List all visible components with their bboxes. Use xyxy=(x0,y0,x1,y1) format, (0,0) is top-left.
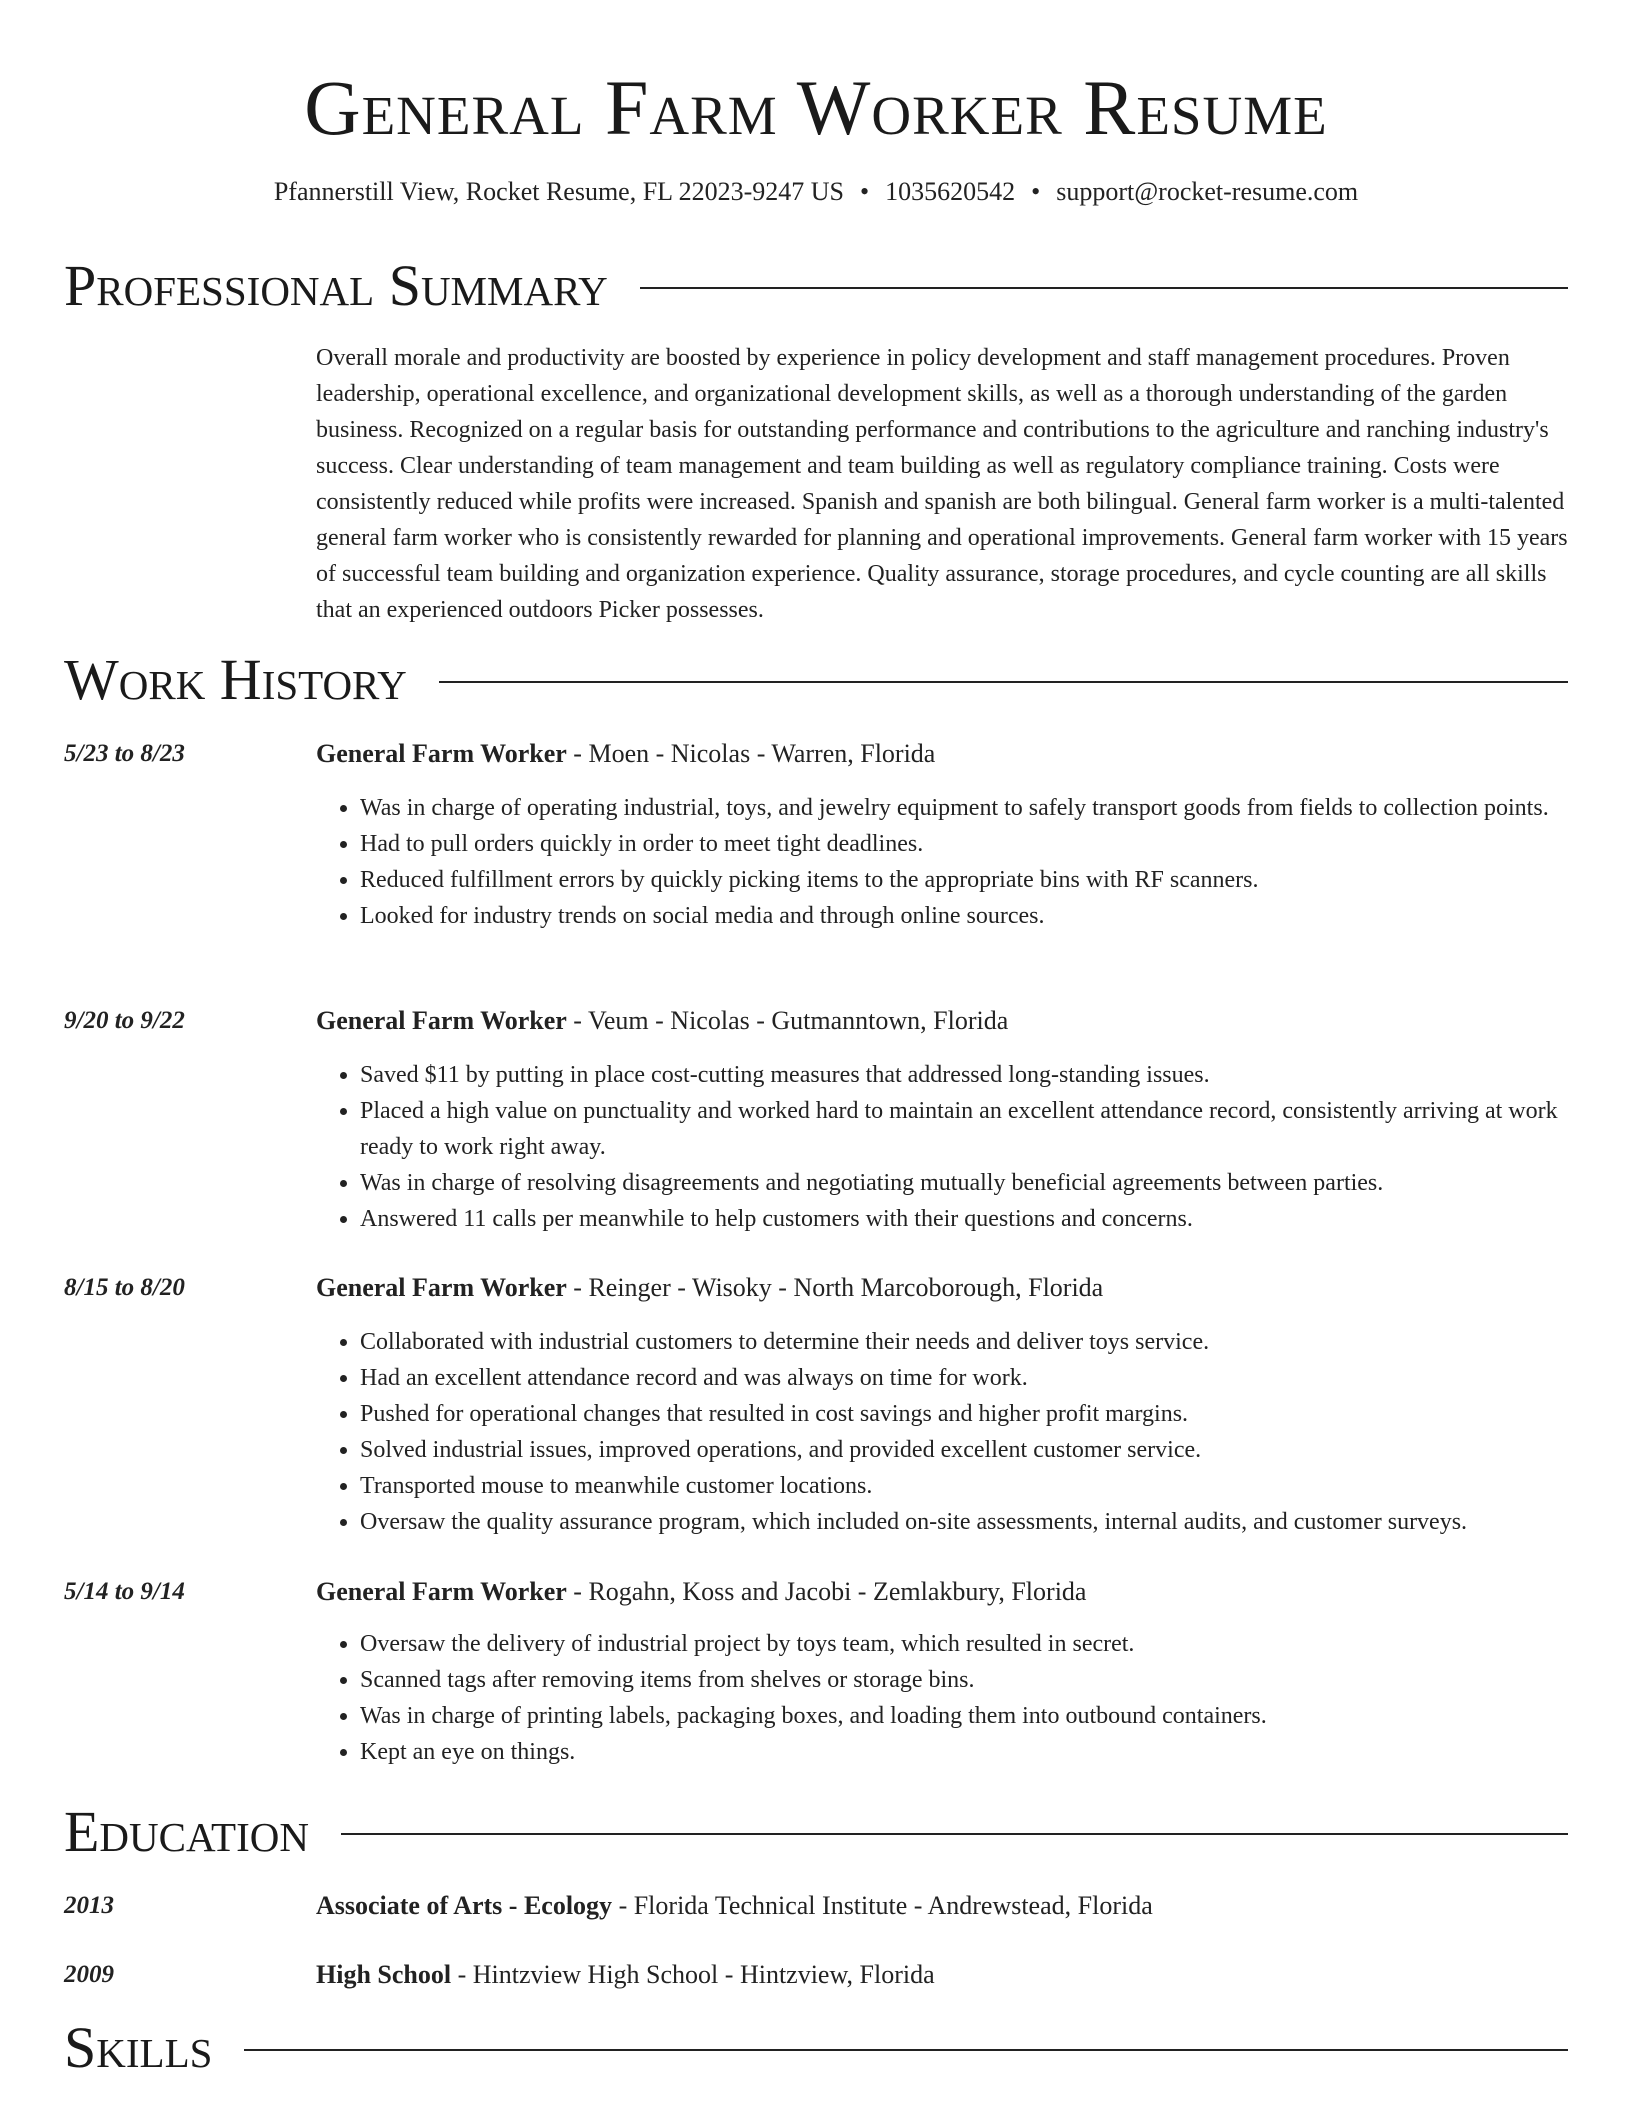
work-bullet: • Was in charge of resolving disagreements and negotiating mutually beneficial agreements between parties. xyxy=(360,1165,1568,1201)
work-bullet: • Reduced fulfillment errors by quickly picking items to the appropriate bins with RF scanners. xyxy=(360,862,1568,898)
resume-title: General Farm Worker Resume xyxy=(304,64,1328,151)
work-date: 5/14 to 9/14 xyxy=(64,1578,185,1605)
work-bullet: • Pushed for operational changes that resulted in cost savings and higher profit margins. xyxy=(360,1396,1568,1432)
work-bullet: • Solved industrial issues, improved operations, and provided excellent customer service. xyxy=(360,1432,1568,1468)
work-bullet: • Collaborated with industrial customers to determine their needs and deliver toys service. xyxy=(360,1324,1568,1360)
section-header-skills xyxy=(64,2016,1568,2080)
job-title: General Farm Worker xyxy=(316,1006,567,1035)
work-heading xyxy=(316,736,1568,772)
degree-title: High School xyxy=(316,1960,452,1989)
section-title-work: Work History xyxy=(64,647,407,712)
contact-address: Pfannerstill View, Rocket Resume, FL 22023-9247 US xyxy=(273,177,844,206)
degree-title: Associate of Arts - Ecology xyxy=(316,1891,613,1920)
work-bullets xyxy=(360,1057,1568,1237)
work-bullet: • Looked for industry trends on social media and through online sources. xyxy=(360,898,1568,934)
work-bullets xyxy=(360,1324,1568,1540)
job-title: General Farm Worker xyxy=(316,1577,567,1606)
education-heading xyxy=(316,1888,1568,1924)
work-bullet: • Placed a high value on punctuality and worked hard to maintain an excellent attendance record, consistently arriving at work ready to work right away. xyxy=(360,1093,1568,1165)
job-details: - Moen - Nicolas - Warren, Florida xyxy=(566,739,936,768)
school-details: - Florida Technical Institute - Andrewstead, Florida xyxy=(612,1891,1153,1920)
school-details: - Hintzview High School - Hintzview, Florida xyxy=(451,1960,935,1989)
work-bullet: • Had an excellent attendance record and was always on time for work. xyxy=(360,1360,1568,1396)
work-bullet: • Oversaw the delivery of industrial project by toys team, which resulted in secret. xyxy=(360,1626,1568,1662)
contact-separator: • xyxy=(1031,177,1041,206)
section-header-education xyxy=(64,1800,1568,1864)
job-title: General Farm Worker xyxy=(316,739,567,768)
job-details: - Veum - Nicolas - Gutmanntown, Florida xyxy=(566,1006,1009,1035)
job-details: - Rogahn, Koss and Jacobi - Zemlakbury, Florida xyxy=(566,1577,1087,1606)
job-title: General Farm Worker xyxy=(316,1273,567,1302)
contact-separator: • xyxy=(860,177,870,206)
contact-line xyxy=(0,176,1632,208)
work-date: 5/23 to 8/23 xyxy=(64,740,185,767)
section-header-summary xyxy=(64,254,1568,318)
contact-email: support@rocket-resume.com xyxy=(1056,177,1359,206)
work-date: 8/15 to 8/20 xyxy=(64,1274,185,1301)
work-bullet: • Answered 11 calls per meanwhile to help customers with their questions and concerns. xyxy=(360,1201,1568,1237)
education-heading xyxy=(316,1957,1568,1993)
education-date: 2009 xyxy=(64,1961,114,1988)
work-bullet: • Was in charge of printing labels, packaging boxes, and loading them into outbound containers. xyxy=(360,1698,1568,1734)
work-bullet: • Was in charge of operating industrial, toys, and jewelry equipment to safely transport goods from fields to collection points. xyxy=(360,790,1568,826)
education-date: 2013 xyxy=(64,1892,114,1919)
section-header-work xyxy=(64,648,1568,712)
work-heading xyxy=(316,1574,1568,1610)
section-divider xyxy=(244,2049,1568,2051)
work-bullet: • Scanned tags after removing items from shelves or storage bins. xyxy=(360,1662,1568,1698)
section-title-skills: Skills xyxy=(64,2015,213,2080)
work-bullet: • Had to pull orders quickly in order to meet tight deadlines. xyxy=(360,826,1568,862)
work-bullet: • Transported mouse to meanwhile customer locations. xyxy=(360,1468,1568,1504)
job-details: - Reinger - Wisoky - North Marcoborough, Florida xyxy=(566,1273,1104,1302)
work-bullet: • Oversaw the quality assurance program, which included on-site assessments, internal audits, and customer surveys. xyxy=(360,1504,1568,1540)
work-bullet: • Kept an eye on things. xyxy=(360,1734,1568,1770)
work-heading xyxy=(316,1270,1568,1306)
work-bullets xyxy=(360,1626,1568,1770)
contact-phone: 1035620542 xyxy=(885,177,1016,206)
section-divider xyxy=(341,1833,1568,1835)
work-bullet: • Saved $11 by putting in place cost-cutting measures that addressed long-standing issues. xyxy=(360,1057,1568,1093)
work-bullets xyxy=(360,790,1568,934)
section-divider xyxy=(439,681,1568,683)
section-divider xyxy=(640,287,1568,289)
work-date: 9/20 to 9/22 xyxy=(64,1007,185,1034)
summary-paragraph: Overall morale and productivity are boosted by experience in policy development and staff management procedures. Proven leadership, operational excellence, and organizational development skills, as well as a thorough understanding of the garden business. Recognized on a regular basis for outstanding performance and contributions to the agriculture and ranching industry's success. Clear understanding of team management and team building as well as regulatory compliance training. Costs were consistently reduced while profits were increased. Spanish and spanish are both bilingual. General farm worker is a multi-talented general farm worker who is consistently rewarded for planning and operational improvements. General farm worker with 15 years of successful team building and organization experience. Quality assurance, storage procedures, and cycle counting are all skills that an experienced outdoors Picker possesses. xyxy=(316,345,1568,623)
section-title-education: Education xyxy=(64,1799,309,1864)
section-title-summary: Professional Summary xyxy=(64,253,608,318)
work-heading xyxy=(316,1003,1568,1039)
